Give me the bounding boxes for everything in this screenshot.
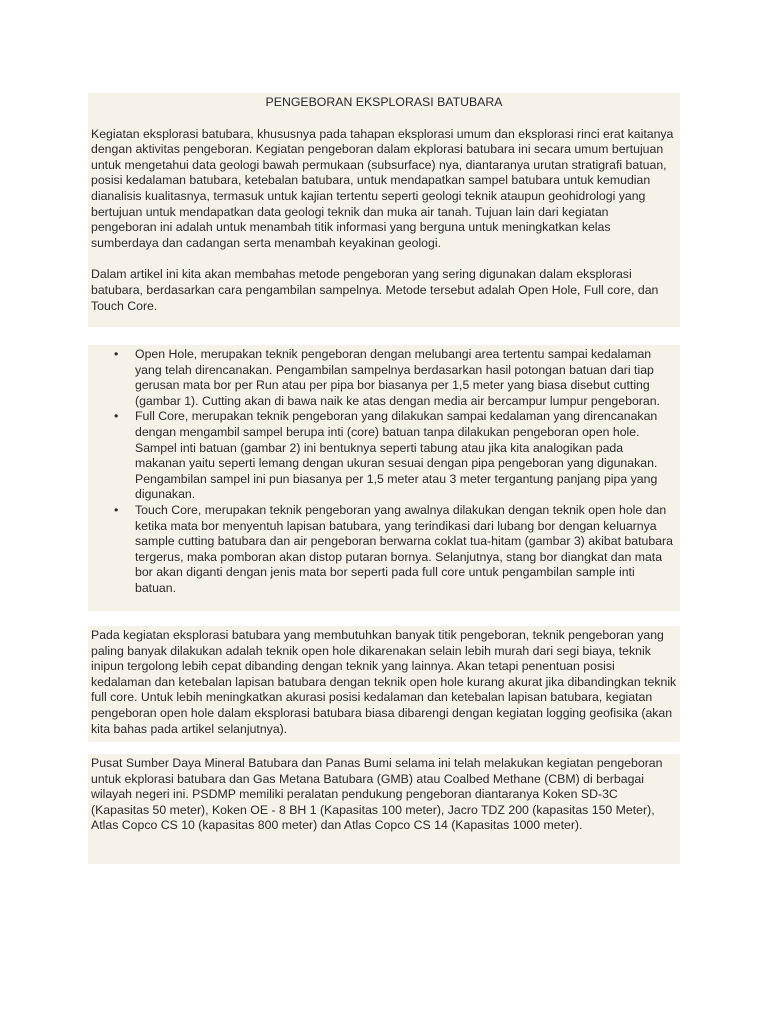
paragraph-open-hole-discussion: Pada kegiatan eksplorasi batubara yang membutuhkan banyak titik pengeboran, teknik pengeboran yang paling banyak dilakukan adalah teknik open hole dikarenakan selain lebih murah dari segi biaya, teknik inipun tergolong lebih cepat dibanding dengan teknik yang lainnya. Akan tetapi penentuan posisi kedalaman dan ketebalan lapisan batubara dengan teknik open hole kurang akurat jika dibandingkan teknik full core. Untuk lebih meningkatkan akurasi posisi kedalaman dan ketebalan lapisan batubara, kegiatan pengeboran open hole dalam eksplorasi batubara biasa dibarengi dengan kegiatan logging geofisika (akan kita bahas pada artikel selanjutnya). bbox=[91, 628, 677, 736]
list-item-text: Touch Core, merupakan teknik pengeboran yang awalnya dilakukan dengan teknik open hole dan ketika mata bor menyentuh lapisan batubara, yang terindikasi dari lubang bor dengan keluarnya sample cutting batubara dan air pengeboran berwarna coklat tua-hitam (gambar 3) akibat batubara tergerus, maka pomboran akan distop putaran bornya. Selanjutnya, stang bor diangkat dan mata bor akan diganti dengan jenis mata bor seperti pada full core untuk pengambilan sample inti batuan. bbox=[135, 502, 673, 595]
intro-section bbox=[88, 93, 680, 327]
methods-section bbox=[88, 345, 680, 611]
intro-paragraph-1: Kegiatan eksplorasi batubara, khususnya pada tahapan eksplorasi umum dan eksplorasi rinci erat kaitanya dengan aktivitas pengeboran. Kegiatan pengeboran dalam ekplorasi batubara ini secara umum bertujuan untuk mengetahui data geologi bawah permukaan (subsurface) nya, diantaranya urutan stratigrafi batuan, posisi kedalaman batubara, ketebalan batubara, untuk mendapatkan sampel batubara untuk kemudian dianalisis kualitasnya, termasuk untuk kajian tertentu seperti geologi teknik ataupun geohidrologi yang bertujuan untuk mendapatkan data geologi teknik dan muka air tanah. Tujuan lain dari kegiatan pengeboran ini adalah untuk menambah titik informasi yang berguna untuk meningkatkan kelas sumberdaya dan cadangan serta menambah keyakinan geologi. bbox=[91, 126, 674, 250]
bullet-icon: • bbox=[114, 502, 119, 517]
open-hole-discussion-section bbox=[88, 626, 680, 742]
list-item-text: Full Core, merupakan teknik pengeboran yang dilakukan sampai kedalaman yang direncanakan dengan mengambil sampel berupa inti (core) batuan tanpa dilakukan pengeboran open hole. Sampel inti batuan (gambar 2) ini bentuknya seperti tabung atau jika kita analogikan pada makanan yaitu seperti lemang dengan ukuran sesuai dengan pipa pengeboran yang digunakan. Pengambilan sampel ini pun biasanya per 1,5 meter atau 3 meter tergantung panjang pipa yang digunakan. bbox=[135, 409, 658, 502]
bullet-icon: • bbox=[114, 409, 119, 424]
list-item-text: Open Hole, merupakan teknik pengeboran dengan melubangi area tertentu sampai kedalaman yang telah direncanakan. Pengambilan sampelnya berdasarkan hasil potongan batuan dari tiap gerusan mata bor per Run atau per pipa bor biasanya per 1,5 meter yang biasa disebut cutting (gambar 1). Cutting akan di bawa naik ke atas dengan media air bercampur lumpur pengeboran. bbox=[135, 347, 660, 408]
methods-list bbox=[91, 347, 677, 597]
list-item-full-core bbox=[91, 409, 677, 503]
list-item-open-hole bbox=[91, 347, 677, 409]
list-item-touch-core bbox=[91, 503, 677, 597]
bullet-icon: • bbox=[114, 347, 119, 361]
paragraph-psdmp-equipment: Pusat Sumber Daya Mineral Batubara dan Panas Bumi selama ini telah melakukan kegiatan pengeboran untuk ekplorasi batubara dan Gas Metana Batubara (GMB) atau Coalbed Methane (CBM) di berbagai wilayah negeri ini. PSDMP memiliki peralatan pendukung pengeboran diantaranya Koken SD-3C (Kapasitas 50 meter), Koken OE - 8 BH 1 (Kapasitas 100 meter), Jacro TDZ 200 (kapasitas 150 Meter), Atlas Copco CS 10 (kapasitas 800 meter) dan Atlas Copco CS 14 (Kapasitas 1000 meter). bbox=[91, 756, 663, 833]
document-title: PENGEBORAN EKSPLORASI BATUBARA bbox=[265, 95, 503, 109]
paragraph-spacer bbox=[91, 251, 677, 267]
intro-paragraph-2: Dalam artikel ini kita akan membahas metode pengeboran yang sering digunakan dalam eksplorasi batubara, berdasarkan cara pengambilan sampelnya. Metode tersebut adalah Open Hole, Full core, dan Touch Core. bbox=[91, 267, 659, 313]
psdmp-equipment-section bbox=[88, 754, 680, 864]
